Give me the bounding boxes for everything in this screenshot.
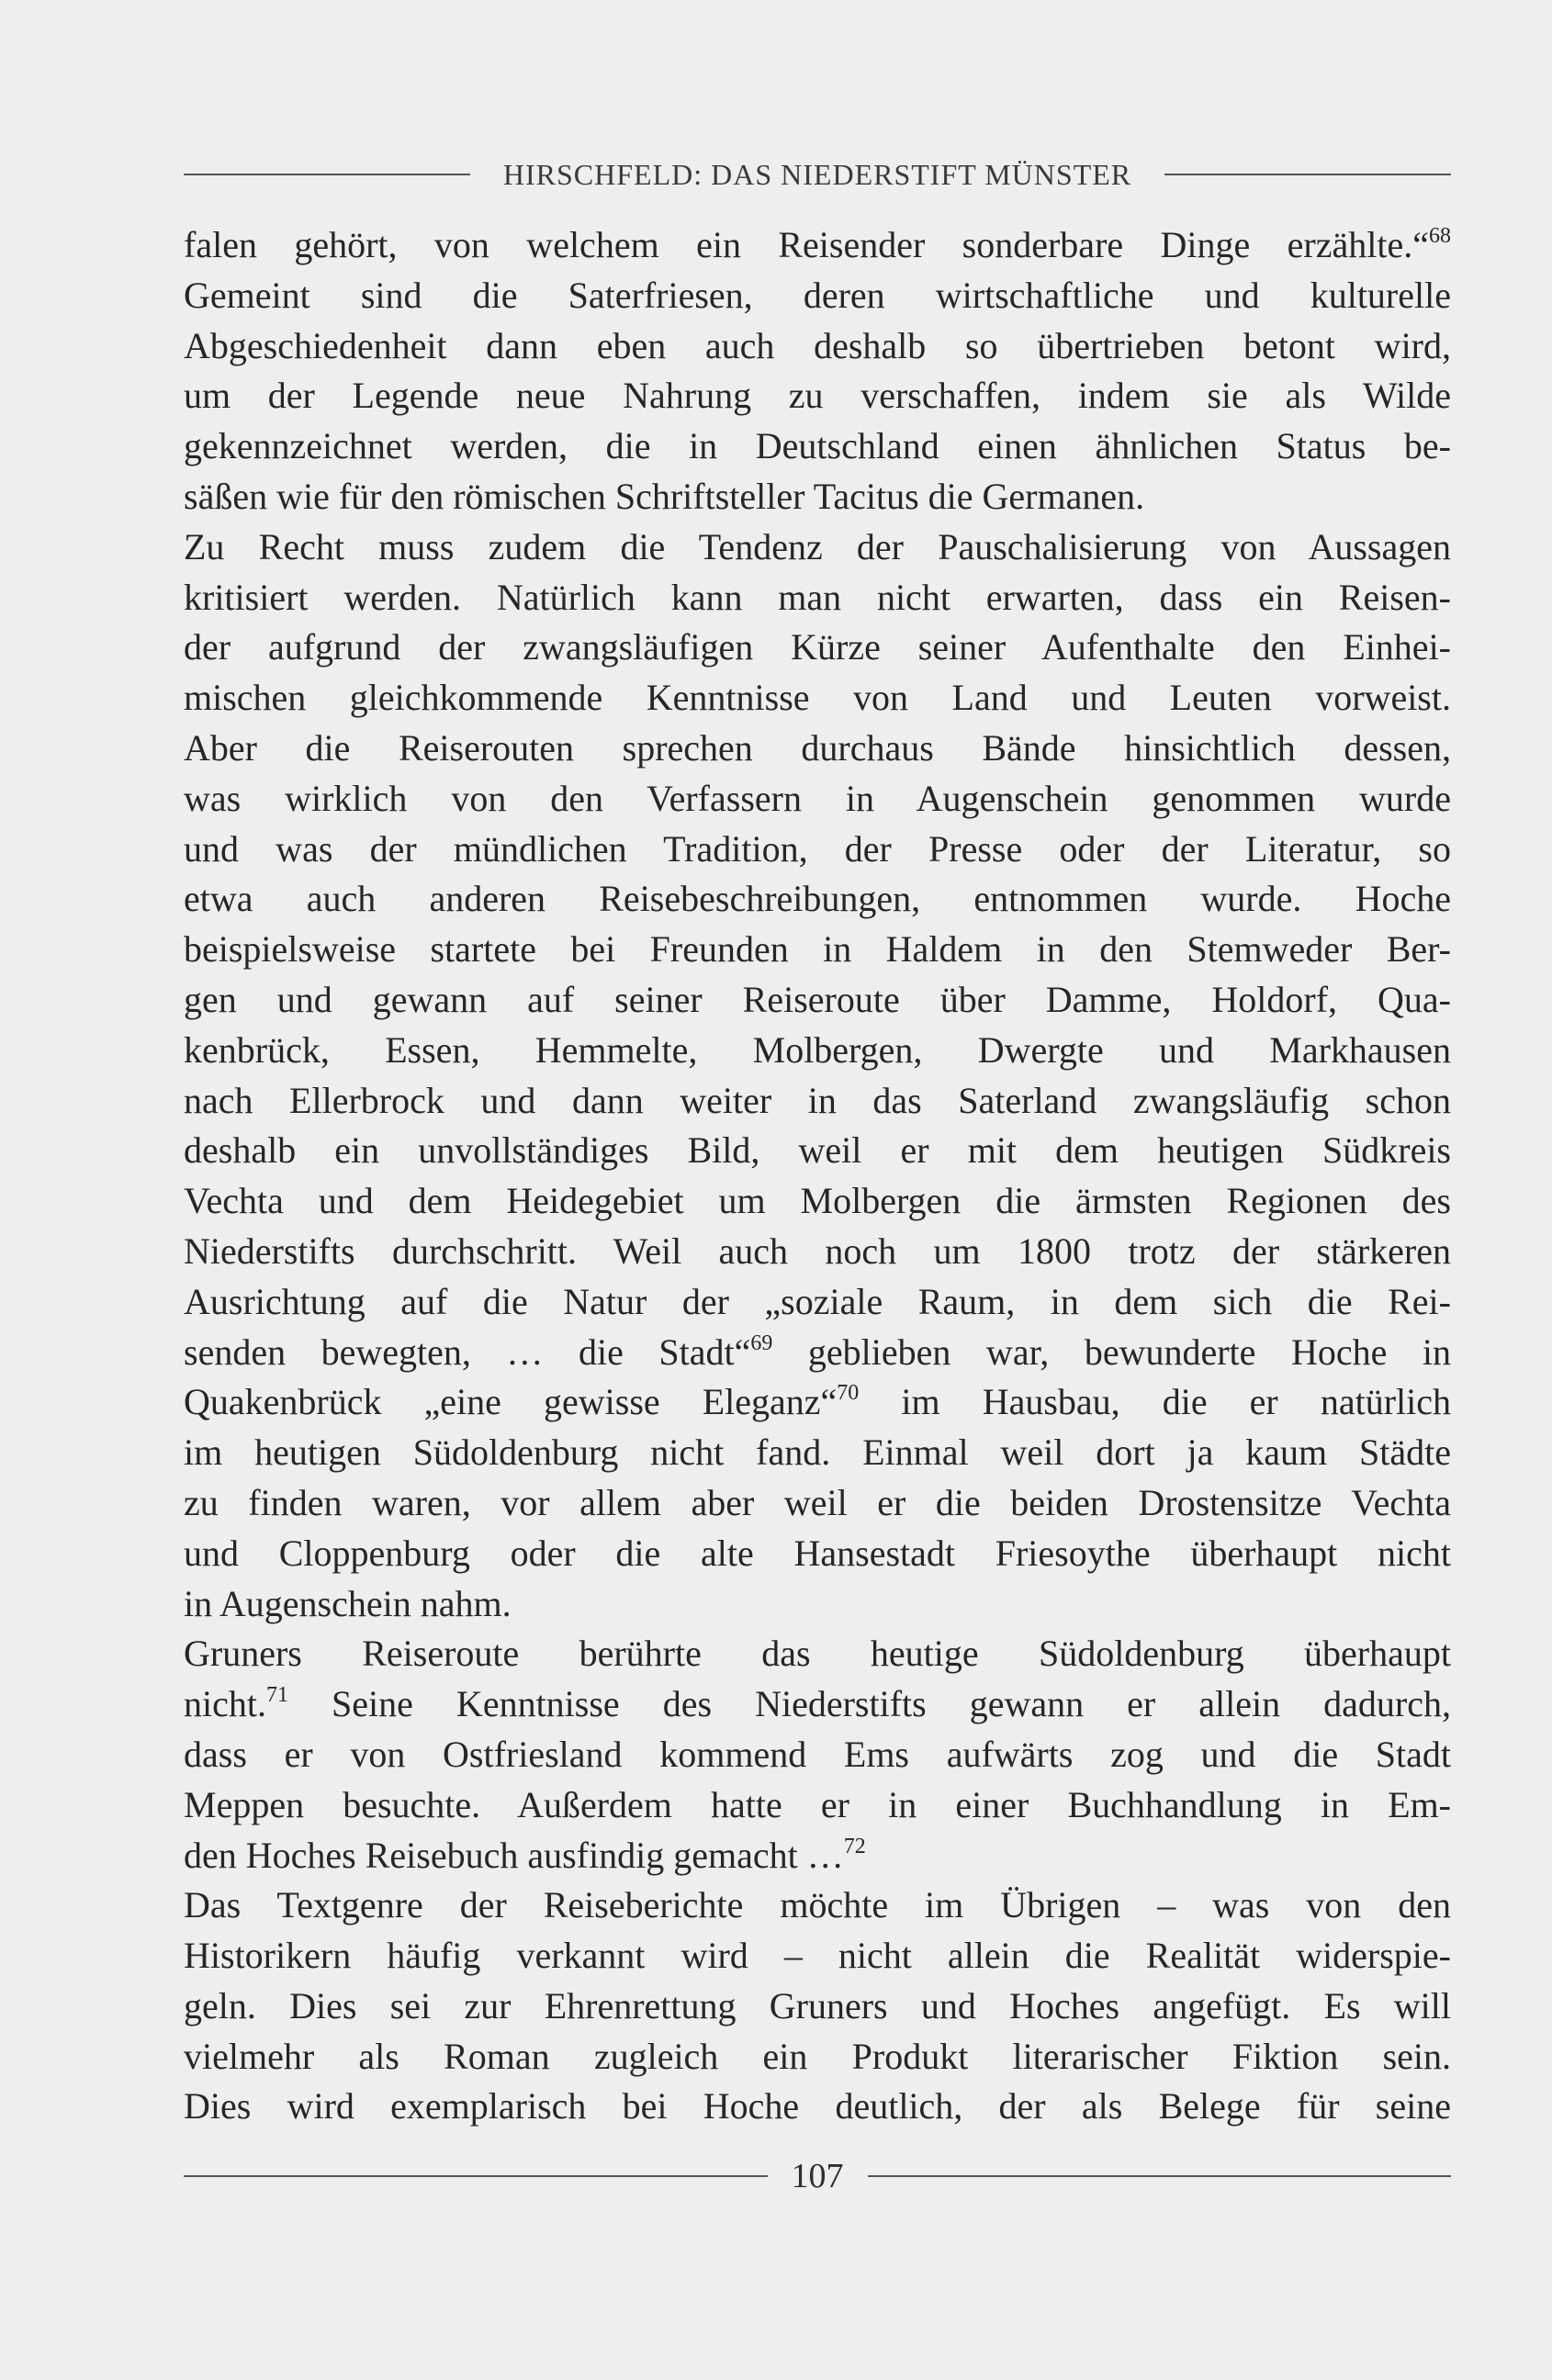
text-line: [184, 1831, 1451, 1881]
line-text: deshalb ein unvollständiges Bild, weil er mit dem heutigen Südkreis: [184, 1129, 1451, 1172]
text-line: [184, 724, 1451, 774]
line-text: in Augenschein nahm.: [184, 1582, 512, 1624]
line-text: Meppen besuchte. Außerdem hatte er in einer Buchhandlung in Em-: [184, 1783, 1451, 1825]
text-line: [184, 1529, 1451, 1579]
line-text: Quakenbrück „eine gewisse Eleganz“: [184, 1381, 838, 1423]
text-line: [184, 1277, 1451, 1328]
text-line: [184, 1176, 1451, 1227]
line-text: Das Textgenre der Reiseberichte möchte im Übrigen – was von den: [184, 1884, 1451, 1926]
line-text: den Hoches Reisebuch ausfindig gemacht …: [184, 1834, 844, 1876]
text-line: [184, 1377, 1451, 1428]
line-text: nicht.: [184, 1683, 266, 1725]
text-line: [184, 673, 1451, 724]
text-line: [184, 1981, 1451, 2032]
line-text: Gruners Reiseroute berührte das heutige Südoldenburg überhaupt: [184, 1633, 1451, 1675]
line-text: gen und gewann auf seiner Reiseroute über Damme, Holdorf, Qua-: [184, 978, 1451, 1020]
line-text: und Cloppenburg oder die alte Hansestadt Friesoythe überhaupt nicht: [184, 1532, 1451, 1574]
running-title: HIRSCHFELD: DAS NIEDERSTIFT MÜNSTER: [502, 157, 1132, 191]
footnote-ref: 70: [837, 1381, 860, 1406]
header-rule-right: [1164, 174, 1451, 175]
text-line: [184, 1428, 1451, 1478]
text-line: [184, 2032, 1451, 2082]
footnote-ref: 72: [843, 1834, 866, 1858]
footnote-ref: 69: [750, 1330, 773, 1355]
text-line: [184, 825, 1451, 875]
line-text: um der Legende neue Nahrung zu verschaffen, indem sie als Wilde: [184, 375, 1451, 417]
text-line: [184, 522, 1451, 573]
text-line: [184, 1076, 1451, 1127]
line-text: säßen wie für den römischen Schriftsteller Tacitus die Germanen.: [184, 475, 1145, 517]
line-text: und was der mündlichen Tradition, der Presse oder der Literatur, so: [184, 827, 1451, 870]
line-text: Ausrichtung auf die Natur der „soziale Raum, in dem sich die Rei-: [184, 1280, 1451, 1322]
text-line: [184, 975, 1451, 1026]
footer-rule-left: [184, 2175, 768, 2177]
line-text-continued: Seine Kenntnisse des Niederstifts gewann er allein dadurch,: [287, 1683, 1451, 1725]
body-text: [184, 220, 1451, 2132]
text-line: [184, 774, 1451, 825]
text-line: [184, 1478, 1451, 1529]
line-text: geln. Dies sei zur Ehrenrettung Gruners und Hoches angefügt. Es will: [184, 1984, 1451, 2026]
line-text: beispielsweise startete bei Freunden in Haldem in den Stemweder Ber-: [184, 928, 1451, 971]
line-text: Zu Recht muss zudem die Tendenz der Pauschalisierung von Aussagen: [184, 525, 1451, 567]
text-line: [184, 1328, 1451, 1378]
text-line: [184, 1126, 1451, 1176]
text-line: [184, 1227, 1451, 1277]
line-text: zu finden waren, vor allem aber weil er die beiden Drostensitze Vechta: [184, 1481, 1451, 1523]
line-text: Abgeschiedenheit dann eben auch deshalb so übertrieben betont wird,: [184, 324, 1451, 366]
text-line: [184, 1880, 1451, 1931]
line-text: senden bewegten, … die Stadt“: [184, 1330, 751, 1373]
text-line: [184, 925, 1451, 975]
line-text: mischen gleichkommende Kenntnisse von Land und Leuten vorweist.: [184, 677, 1451, 719]
line-text: Dies wird exemplarisch bei Hoche deutlich, der als Belege für seine: [184, 2085, 1451, 2127]
line-text: dass er von Ostfriesland kommend Ems aufwärts zog und die Stadt: [184, 1733, 1451, 1775]
footnote-ref: 68: [1429, 224, 1451, 248]
footer-rule-right: [868, 2175, 1452, 2177]
page-number: 107: [791, 2157, 844, 2195]
text-line: [184, 271, 1451, 321]
text-line: [184, 321, 1451, 372]
text-line: [184, 1730, 1451, 1780]
line-text: nach Ellerbrock und dann weiter in das Saterland zwangsläufig schon: [184, 1079, 1451, 1121]
line-text-continued: geblieben war, bewunderte Hoche in: [772, 1330, 1452, 1373]
line-text: Vechta und dem Heidegebiet um Molbergen die ärmsten Regionen des: [184, 1180, 1451, 1222]
line-text: falen gehört, von welchem ein Reisender sonderbare Dinge erzählte.“: [184, 224, 1429, 265]
text-line: [184, 220, 1451, 271]
text-line: [184, 573, 1451, 623]
text-line: [184, 1780, 1451, 1831]
footnote-ref: 71: [265, 1683, 288, 1708]
line-text: vielmehr als Roman zugleich ein Produkt literarischer Fiktion sein.: [184, 2035, 1451, 2077]
line-text: was wirklich von den Verfassern in Augenschein genommen wurde: [184, 777, 1451, 819]
line-text: Aber die Reiserouten sprechen durchaus Bände hinsichtlich dessen,: [184, 726, 1451, 769]
text-line: [184, 623, 1451, 673]
line-text: Niederstifts durchschritt. Weil auch noch um 1800 trotz der stärkeren: [184, 1229, 1451, 1272]
text-line: [184, 472, 1451, 522]
line-text: im heutigen Südoldenburg nicht fand. Einmal weil dort ja kaum Städte: [184, 1431, 1451, 1474]
line-text: gekennzeichnet werden, die in Deutschland einen ähnlichen Status be-: [184, 425, 1451, 467]
line-text: Gemeint sind die Saterfriesen, deren wirtschaftliche und kulturelle: [184, 274, 1451, 316]
line-text: kenbrück, Essen, Hemmelte, Molbergen, Dwergte und Markhausen: [184, 1028, 1451, 1071]
text-line: [184, 1579, 1451, 1630]
text-line: [184, 874, 1451, 925]
page-footer: [184, 2153, 1451, 2199]
line-text: Historikern häufig verkannt wird – nicht allein die Realität widerspie-: [184, 1935, 1451, 1977]
text-line: [184, 1931, 1451, 1981]
text-line: [184, 1679, 1451, 1730]
text-line: [184, 421, 1451, 472]
text-line: [184, 1026, 1451, 1076]
text-line: [184, 1629, 1451, 1679]
line-text: etwa auch anderen Reisebeschreibungen, entnommen wurde. Hoche: [184, 878, 1451, 920]
line-text-continued: im Hausbau, die er natürlich: [859, 1381, 1452, 1423]
line-text: der aufgrund der zwangsläufigen Kürze seiner Aufenthalte den Einhei-: [184, 626, 1451, 668]
running-header: [184, 152, 1451, 197]
line-text: kritisiert werden. Natürlich kann man nicht erwarten, dass ein Reisen-: [184, 576, 1451, 618]
text-line: [184, 2082, 1451, 2132]
text-line: [184, 371, 1451, 421]
header-rule-left: [184, 174, 470, 175]
